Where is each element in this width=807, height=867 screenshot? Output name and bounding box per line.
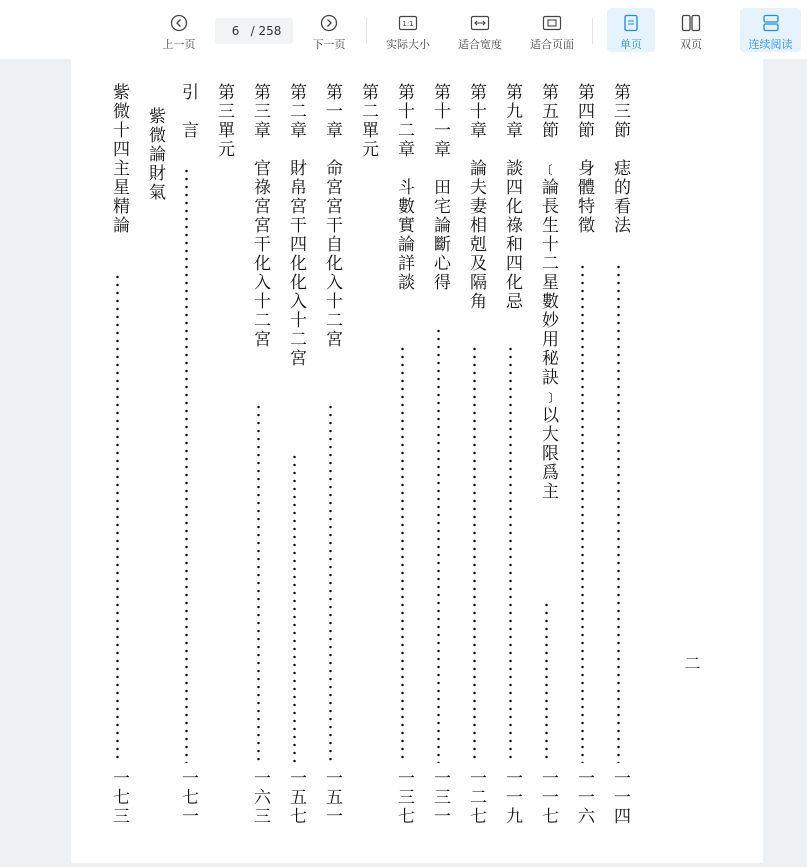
single-page-label: 单页 [620, 38, 642, 51]
prev-page-button[interactable] [151, 8, 207, 52]
toc-subheading [143, 107, 165, 867]
svg-text:1:1: 1:1 [402, 20, 414, 28]
toc-entry-title: 第十二章 斗數實論詳談 [394, 83, 414, 292]
next-page-label: 下一页 [312, 38, 346, 51]
actual-size-icon [398, 12, 418, 34]
double-page-label: 双页 [680, 38, 702, 51]
toc-entry [500, 83, 522, 843]
single-page-icon [623, 12, 639, 34]
toc-dot-leader [329, 403, 332, 763]
toolbar-divider [592, 18, 593, 44]
toc-entry-title: 引 言 [178, 83, 198, 140]
toc-entry-page: 一七一 [178, 769, 198, 826]
toc-entry [428, 83, 450, 843]
reader-toolbar [0, 0, 807, 59]
toc-entry-title: 第三章 官祿宮宮干化入十二宮 [250, 83, 270, 349]
toc-dot-leader [401, 345, 404, 763]
toc-entry-title: 第二章 財帛宮干四化化入十二宮 [286, 83, 306, 368]
toc-entry [608, 83, 630, 843]
toc-entry [572, 83, 594, 843]
toc-entry-page: 一五一 [322, 769, 342, 826]
toc-dot-leader [437, 327, 440, 763]
page-indicator [215, 18, 293, 44]
toc-section-heading [356, 83, 378, 843]
fit-width-button[interactable] [452, 8, 508, 52]
double-page-button[interactable] [665, 8, 717, 52]
toc-entry-page: 一七三 [109, 769, 129, 826]
continuous-reading-icon [762, 12, 780, 34]
toc-entry-page: 一一九 [502, 769, 522, 826]
toc-entry [176, 83, 198, 843]
toc-entry-title: 第十一章 田宅論斷心得 [430, 83, 450, 292]
toc-dot-leader [257, 403, 260, 763]
prev-page-label: 上一页 [162, 38, 196, 51]
toc-section-title: 第二單元 [358, 83, 378, 159]
toc-entry-title: 第十章 論夫妻相剋及隔角 [466, 83, 486, 311]
toc-dot-leader [581, 263, 584, 763]
toc-dot-leader [116, 273, 119, 763]
actual-size-label: 实际大小 [386, 38, 430, 51]
next-page-button[interactable] [301, 8, 357, 52]
chevron-right-circle-icon [320, 12, 338, 34]
toc-dot-leader [509, 345, 512, 763]
toc-section-heading [212, 83, 234, 843]
toc-entry [392, 83, 414, 843]
fit-page-label: 适合页面 [530, 38, 574, 51]
toc-entry-page: 一一七 [538, 769, 558, 826]
fit-width-label: 适合宽度 [458, 38, 502, 51]
actual-size-button[interactable] [380, 8, 436, 52]
chevron-left-circle-icon [170, 12, 188, 34]
toc-entry-page: 一六三 [250, 769, 270, 826]
toc-entry-title: 第四節 身體特徵 [574, 83, 594, 235]
toc-entry-title: 紫微十四主星精論 [109, 83, 129, 235]
toc-dot-leader [545, 601, 548, 763]
toc-entry-title: 第三節 痣的看法 [610, 83, 630, 235]
double-page-icon [681, 12, 701, 34]
toc-entry-title: 第一章 命宮宮干自化入十二宮 [322, 83, 342, 349]
toc-dot-leader [293, 453, 296, 763]
current-page-input[interactable] [227, 24, 245, 38]
toolbar-divider [366, 18, 367, 44]
fit-page-icon [542, 12, 562, 34]
toc-entry-page: 一二七 [466, 769, 486, 826]
document-page [71, 59, 763, 863]
toc-entry-page: 一三一 [430, 769, 450, 826]
toc-dot-leader [617, 263, 620, 763]
toc-entry-title: 第九章 談四化祿和四化忌 [502, 83, 522, 311]
toc-entry [248, 83, 270, 843]
toc-subheading-title: 紫微論財氣 [145, 107, 165, 202]
toc-entry [107, 83, 129, 843]
toc-entry [320, 83, 342, 843]
single-page-button[interactable] [607, 8, 655, 52]
continuous-reading-button[interactable] [740, 8, 801, 52]
toc-entry-page: 一一六 [574, 769, 594, 826]
toc-dot-leader [473, 345, 476, 763]
toc-entry [284, 83, 306, 843]
continuous-reading-label: 连续阅读 [748, 38, 793, 51]
page-side-number: 二 [682, 655, 701, 671]
toc-entry-page: 一三七 [394, 769, 414, 826]
toc-entry-page: 一一四 [610, 769, 630, 826]
total-pages: / 258 [250, 24, 282, 38]
fit-page-button[interactable] [524, 8, 580, 52]
toc-entry-page: 一五七 [286, 769, 306, 826]
toc-entry [464, 83, 486, 843]
toc-dot-leader [185, 167, 188, 763]
toc-entry-title: 第五節 ﹝論長生十二星數妙用秘訣﹞以大限爲主 [538, 83, 558, 501]
toc-section-title: 第三單元 [214, 83, 234, 159]
fit-width-icon [470, 12, 490, 34]
toc-entry [536, 83, 558, 843]
